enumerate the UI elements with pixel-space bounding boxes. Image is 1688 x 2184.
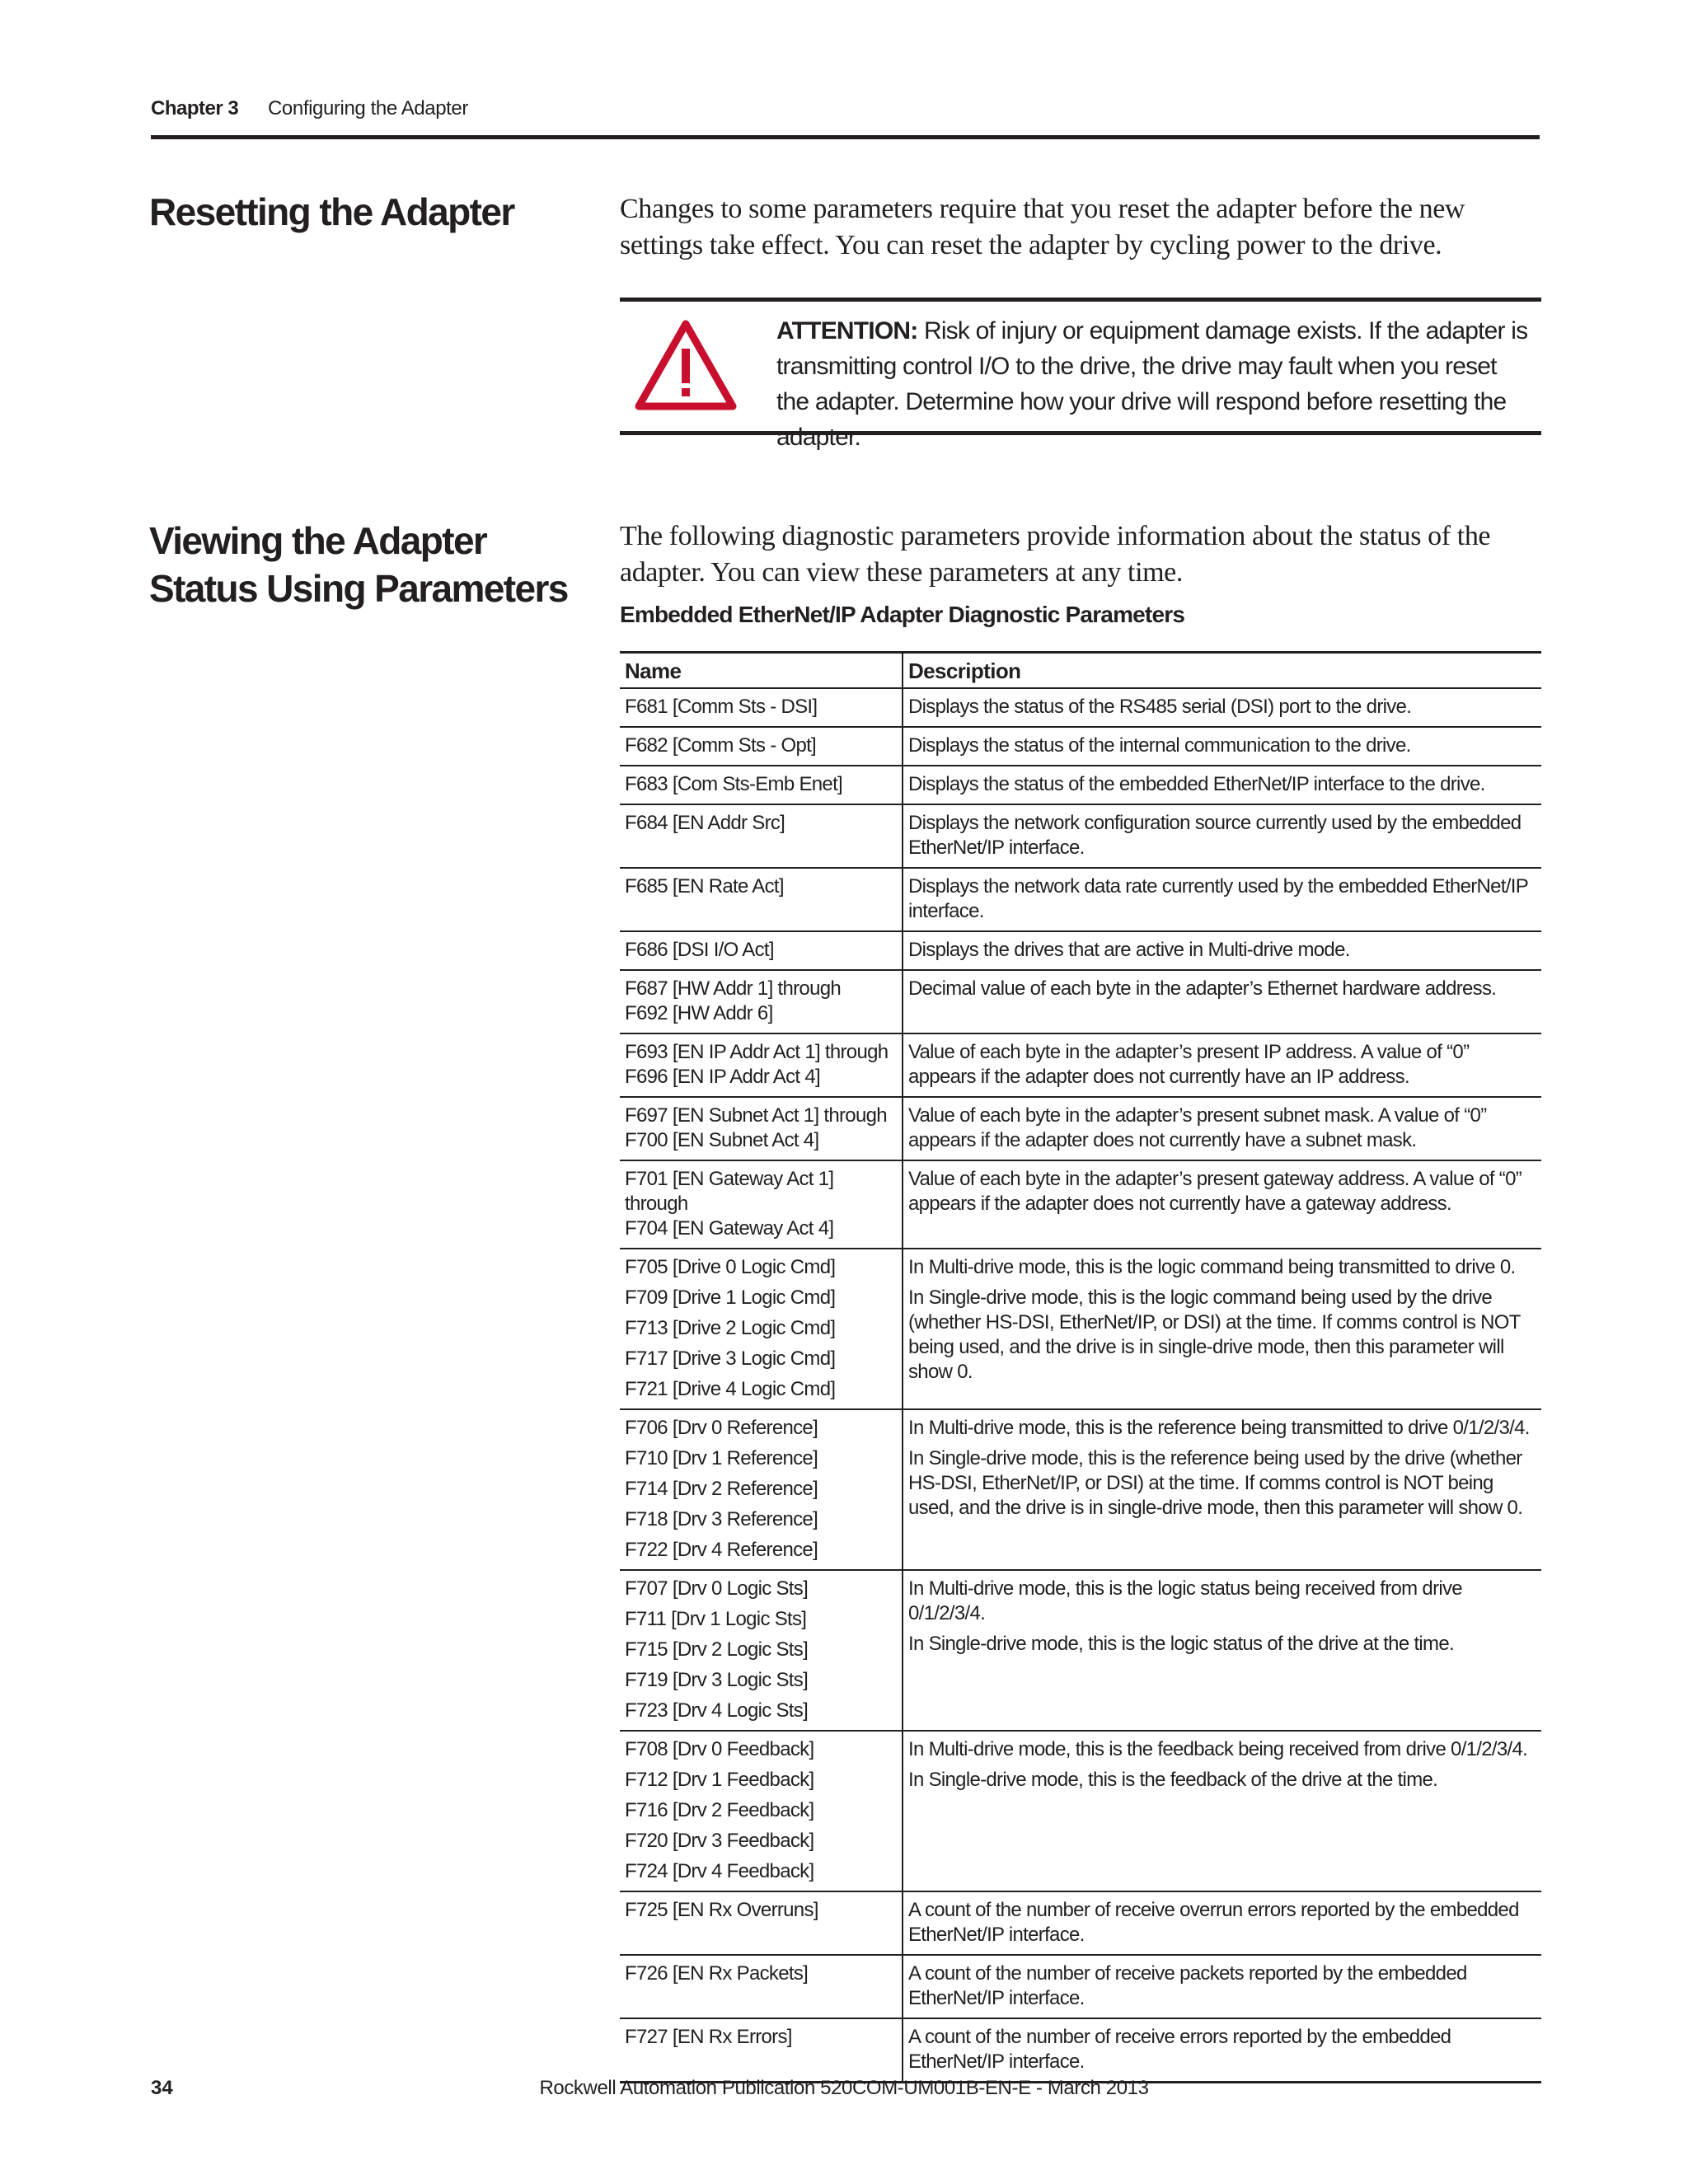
page-number: 34 xyxy=(151,2077,173,2099)
parameter-description-cell xyxy=(903,868,1541,931)
parameter-description: Displays the status of the internal communication to the drive. xyxy=(908,734,1411,757)
table-row xyxy=(620,766,1541,804)
parameter-name: F720 [Drv 3 Feedback] xyxy=(625,1830,814,1852)
parameter-description: Value of each byte in the adapter’s present gateway address. A value of “0” appears if the adapter does not currently have a gateway address. xyxy=(908,1168,1522,1215)
attention-text xyxy=(776,313,1535,455)
parameter-name: F724 [Drv 4 Feedback] xyxy=(625,1860,814,1882)
parameter-name: F713 [Drive 2 Logic Cmd] xyxy=(625,1317,836,1339)
section-title-resetting: Resetting the Adapter xyxy=(149,190,514,233)
parameter-name-cell xyxy=(620,1891,903,1955)
parameter-name-cell xyxy=(620,868,903,931)
parameter-description-cell xyxy=(903,1731,1541,1891)
parameter-description: A count of the number of receive errors reported by the embedded EtherNet/IP interface. xyxy=(908,2026,1451,2073)
parameter-name-cell xyxy=(620,1731,903,1891)
parameter-description-cell xyxy=(903,1955,1541,2018)
parameter-name-cell xyxy=(620,1160,903,1249)
parameter-description-cell xyxy=(903,970,1541,1033)
parameter-description: Displays the drives that are active in Multi-drive mode. xyxy=(908,939,1350,961)
chapter-label: Chapter 3 xyxy=(151,97,239,120)
parameter-description: In Multi-drive mode, this is the logic status being received from drive 0/1/2/3/4. xyxy=(908,1577,1462,1624)
parameter-name: F715 [Drv 2 Logic Sts] xyxy=(625,1638,809,1661)
parameter-name: F725 [EN Rx Overruns] xyxy=(625,1899,818,1921)
parameter-name: F696 [EN IP Addr Act 4] xyxy=(625,1066,820,1088)
parameter-name: F701 [EN Gateway Act 1] through xyxy=(625,1168,834,1215)
parameter-name: F710 [Drv 1 Reference] xyxy=(625,1447,818,1469)
parameter-name: F697 [EN Subnet Act 1] through xyxy=(625,1104,887,1127)
parameter-description-cell xyxy=(903,804,1541,868)
publication-footer: Rockwell Automation Publication 520COM-UM001B-EN-E - March 2013 xyxy=(539,2077,1149,2099)
parameter-name-cell xyxy=(620,1249,903,1409)
parameter-name: F687 [HW Addr 1] through xyxy=(625,977,842,1000)
parameter-description: In Single-drive mode, this is the logic command being used by the drive (whether HS-DSI, EtherNet/IP, or DSI) at the time. If comms control is NOT being used, and the drive is in single-drive mode, then this parameter will show 0. xyxy=(908,1286,1521,1383)
parameter-description-cell xyxy=(903,1891,1541,1955)
table-row xyxy=(620,804,1541,868)
table-row xyxy=(620,1160,1541,1249)
parameter-name: F684 [EN Addr Src] xyxy=(625,812,785,834)
column-header-name: Name xyxy=(620,653,903,689)
parameter-name: F726 [EN Rx Packets] xyxy=(625,1962,809,1985)
parameter-name: F681 [Comm Sts - DSI] xyxy=(625,696,818,718)
table-caption: Embedded EtherNet/IP Adapter Diagnostic Parameters xyxy=(620,602,1185,627)
parameter-name-cell xyxy=(620,766,903,804)
parameter-name-cell xyxy=(620,1570,903,1731)
table-row xyxy=(620,1033,1541,1097)
parameter-name-cell xyxy=(620,1955,903,2018)
parameter-description: Displays the status of the RS485 serial (DSI) port to the drive. xyxy=(908,696,1412,718)
parameter-description-cell xyxy=(903,688,1541,727)
viewing-body-text: The following diagnostic parameters provide information about the status of the adapter. You can view these parameters at any time. xyxy=(620,521,1491,588)
parameter-name: F711 [Drv 1 Logic Sts] xyxy=(625,1608,807,1630)
parameter-description: In Single-drive mode, this is the logic status of the drive at the time. xyxy=(908,1633,1454,1655)
parameter-description-cell xyxy=(903,2018,1541,2083)
parameter-name: F717 [Drive 3 Logic Cmd] xyxy=(625,1347,836,1370)
parameter-description-cell xyxy=(903,931,1541,970)
parameter-name: F721 [Drive 4 Logic Cmd] xyxy=(625,1378,836,1400)
parameter-name-cell xyxy=(620,2018,903,2083)
column-header-description: Description xyxy=(903,653,1541,689)
parameter-name: F706 [Drv 0 Reference] xyxy=(625,1417,818,1439)
parameter-name: F727 [EN Rx Errors] xyxy=(625,2026,792,2048)
parameter-name: F685 [EN Rate Act] xyxy=(625,875,784,898)
parameter-name: F693 [EN IP Addr Act 1] through xyxy=(625,1041,889,1063)
table-header-row xyxy=(620,653,1541,689)
parameter-description: Decimal value of each byte in the adapter’s Ethernet hardware address. xyxy=(908,977,1497,1000)
table-row xyxy=(620,931,1541,970)
parameter-name-cell xyxy=(620,727,903,766)
parameter-name: F682 [Comm Sts - Opt] xyxy=(625,734,817,757)
parameter-name: F719 [Drv 3 Logic Sts] xyxy=(625,1669,809,1691)
table-row xyxy=(620,1891,1541,1955)
parameter-name: F705 [Drive 0 Logic Cmd] xyxy=(625,1256,836,1278)
parameter-description-cell xyxy=(903,1097,1541,1160)
parameter-name: F686 [DSI I/O Act] xyxy=(625,939,774,961)
table-row xyxy=(620,970,1541,1033)
attention-message: Risk of injury or equipment damage exists. If the adapter is transmitting control I/O to the drive, the drive may fault when you reset the adapter. Determine how your drive will respond before resetting the adapter. xyxy=(776,317,1528,451)
parameter-description-cell xyxy=(903,727,1541,766)
page-header xyxy=(151,92,1540,139)
parameter-name-cell xyxy=(620,1097,903,1160)
parameter-name-cell xyxy=(620,970,903,1033)
parameter-name-cell xyxy=(620,1033,903,1097)
parameter-description: In Single-drive mode, this is the feedback of the drive at the time. xyxy=(908,1769,1438,1791)
parameter-description: Displays the network configuration source currently used by the embedded EtherNet/IP interface. xyxy=(908,812,1522,859)
resetting-body-text: Changes to some parameters require that you reset the adapter before the new settings take effect. You can reset the adapter by cycling power to the drive. xyxy=(620,194,1465,260)
parameter-description-cell xyxy=(903,1160,1541,1249)
parameter-description-cell xyxy=(903,1033,1541,1097)
parameter-name-cell xyxy=(620,1409,903,1570)
parameter-name-cell xyxy=(620,931,903,970)
parameter-name: F692 [HW Addr 6] xyxy=(625,1002,773,1024)
parameter-name: F708 [Drv 0 Feedback] xyxy=(625,1738,814,1760)
parameter-name: F700 [EN Subnet Act 4] xyxy=(625,1129,819,1151)
parameter-description: Value of each byte in the adapter’s present IP address. A value of “0” appears if the adapter does not currently have an IP address. xyxy=(908,1041,1470,1088)
parameter-name-cell xyxy=(620,688,903,727)
parameter-name-cell xyxy=(620,804,903,868)
table-row xyxy=(620,1249,1541,1409)
parameter-description: Displays the status of the embedded EtherNet/IP interface to the drive. xyxy=(908,773,1485,795)
section-title-viewing-status: Viewing the Adapter Status Using Parameters xyxy=(149,519,568,610)
parameter-description: Displays the network data rate currently used by the embedded EtherNet/IP interface. xyxy=(908,875,1528,922)
parameter-description: In Multi-drive mode, this is the feedback being received from drive 0/1/2/3/4. xyxy=(908,1738,1528,1760)
parameter-name: F712 [Drv 1 Feedback] xyxy=(625,1769,814,1791)
parameter-name: F709 [Drive 1 Logic Cmd] xyxy=(625,1286,836,1309)
parameter-name: F718 [Drv 3 Reference] xyxy=(625,1508,818,1530)
parameter-name: F714 [Drv 2 Reference] xyxy=(625,1478,818,1500)
parameter-name: F683 [Com Sts-Emb Enet] xyxy=(625,773,843,795)
table-row xyxy=(620,868,1541,931)
parameter-description-cell xyxy=(903,1249,1541,1409)
parameter-name: F707 [Drv 0 Logic Sts] xyxy=(625,1577,809,1600)
parameter-description: A count of the number of receive packets reported by the embedded EtherNet/IP interface. xyxy=(908,1962,1467,2009)
warning-triangle-icon xyxy=(635,319,737,411)
table-row xyxy=(620,1409,1541,1570)
parameter-description: In Single-drive mode, this is the reference being used by the drive (whether HS-DSI, EtherNet/IP, or DSI) at the time. If comms control is NOT being used, and the drive is in single-drive mode, then this parameter will show 0. xyxy=(908,1447,1523,1519)
parameter-description: A count of the number of receive overrun errors reported by the embedded EtherNet/IP interface. xyxy=(908,1899,1519,1946)
table-row xyxy=(620,2018,1541,2083)
table-row xyxy=(620,1097,1541,1160)
parameter-name: F716 [Drv 2 Feedback] xyxy=(625,1799,814,1821)
chapter-title: Configuring the Adapter xyxy=(268,97,468,120)
table-row xyxy=(620,1955,1541,2018)
parameter-name: F704 [EN Gateway Act 4] xyxy=(625,1217,834,1240)
parameter-description-cell xyxy=(903,1409,1541,1570)
parameter-name: F723 [Drv 4 Logic Sts] xyxy=(625,1699,809,1722)
table-row xyxy=(620,727,1541,766)
parameter-description-cell xyxy=(903,1570,1541,1731)
table-body xyxy=(620,688,1541,2083)
attention-box xyxy=(620,298,1541,451)
diagnostic-parameters-table xyxy=(620,651,1541,2083)
parameter-name: F722 [Drv 4 Reference] xyxy=(625,1539,818,1561)
parameter-description: Value of each byte in the adapter’s present subnet mask. A value of “0” appears if the adapter does not currently have a subnet mask. xyxy=(908,1104,1487,1151)
table-row xyxy=(620,1570,1541,1731)
parameter-description: In Multi-drive mode, this is the logic command being transmitted to drive 0. xyxy=(908,1256,1516,1278)
table-row xyxy=(620,688,1541,727)
attention-label: ATTENTION: xyxy=(776,317,918,344)
table-row xyxy=(620,1731,1541,1891)
parameter-description-cell xyxy=(903,766,1541,804)
parameter-description: In Multi-drive mode, this is the reference being transmitted to drive 0/1/2/3/4. xyxy=(908,1417,1530,1439)
